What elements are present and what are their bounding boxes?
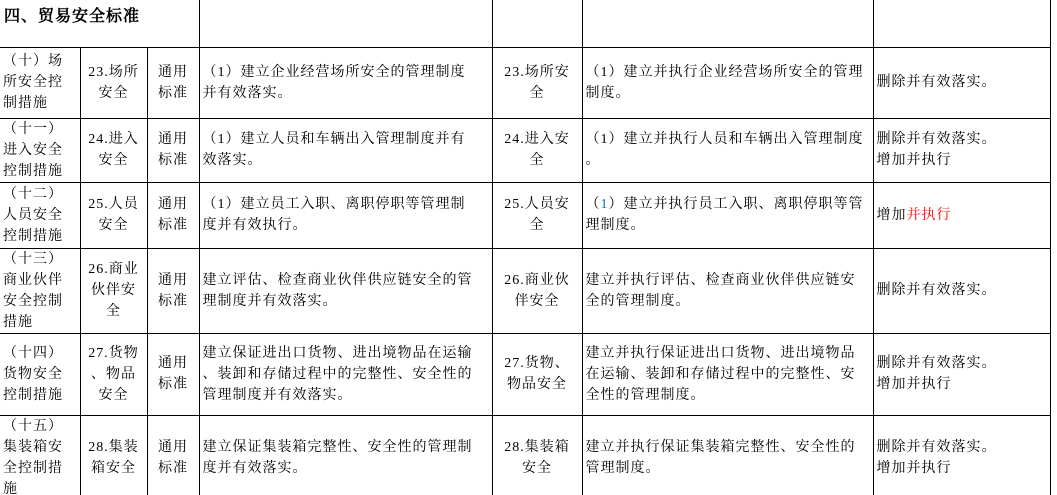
cell-category[interactable]: （十五）集装箱安全控制措施 [0, 415, 80, 495]
cell-revised-text[interactable] [582, 118, 873, 182]
empty-cell[interactable] [492, 0, 582, 47]
cell-standard-type[interactable]: 通用标准 [147, 415, 199, 495]
cell-category[interactable]: （十一）进入安全控制措施 [0, 118, 80, 182]
text-segment: 增加并执行 [876, 460, 952, 476]
text-segment: ）建立并执行员工入职、离职停职等管理制度。 [585, 197, 864, 233]
cell-item-revised[interactable]: 26.商业伙伴安全 [492, 248, 582, 333]
empty-cell[interactable] [199, 0, 492, 47]
text-segment: 删除并有效落实。 [876, 439, 997, 455]
cell-item[interactable]: 24.进入安全 [80, 118, 147, 182]
cell-item[interactable]: 27.货物、物品安全 [80, 333, 147, 415]
text-segment: 建立并执行保证进出口货物、进出境物品在运输、装卸和存储过程中的完整性、安全性的管理制度。 [585, 345, 856, 403]
cell-standard-type[interactable]: 通用标准 [147, 118, 199, 182]
cell-item[interactable]: 26.商业伙伴安全 [80, 248, 147, 333]
table-row [0, 118, 1050, 182]
cell-item[interactable]: 23.场所安全 [80, 47, 147, 118]
cell-category[interactable]: （十）场所安全控制措施 [0, 47, 80, 118]
cell-remark[interactable] [873, 248, 1050, 333]
cell-item-revised[interactable]: 23.场所安全 [492, 47, 582, 118]
cell-revised-text[interactable] [582, 415, 873, 495]
highlighted-text: 并执行 [906, 207, 952, 223]
table-row [0, 182, 1050, 248]
text-segment: 增加并执行 [876, 377, 952, 392]
cell-item[interactable]: 25.人员安全 [80, 182, 147, 248]
text-segment: 删除并有效落实。 [876, 132, 997, 147]
text-segment: （ [585, 197, 601, 212]
table-row [0, 415, 1050, 495]
empty-cell[interactable] [582, 0, 873, 47]
cell-remark[interactable] [873, 415, 1050, 495]
cell-standard-type[interactable]: 通用标准 [147, 248, 199, 333]
cell-revised-text[interactable] [582, 248, 873, 333]
text-segment: 删除并有效落实。 [876, 75, 997, 90]
cell-original-text[interactable]: （1）建立员工入职、离职停职等管理制度并有效执行。 [199, 182, 492, 248]
cell-original-text[interactable]: 建立评估、检查商业伙伴供应链安全的管理制度并有效落实。 [199, 248, 492, 333]
cell-revised-text[interactable] [582, 333, 873, 415]
text-segment: 删除并有效落实。 [876, 356, 997, 371]
cell-category[interactable]: （十三）商业伙伴安全控制措施 [0, 248, 80, 333]
cell-item-revised[interactable]: 24.进入安全 [492, 118, 582, 182]
text-segment: 建立并执行评估、检查商业伙伴供应链安全的管理制度。 [585, 272, 856, 309]
table-row [0, 333, 1050, 415]
cell-revised-text[interactable] [582, 47, 873, 118]
highlighted-text: 1 [600, 197, 609, 212]
cell-revised-text[interactable] [582, 182, 873, 248]
table-row [0, 47, 1050, 118]
text-segment: （1）建立并执行人员和车辆出入管理制度。 [585, 132, 864, 168]
section-title-row [0, 0, 1050, 47]
text-segment: 建立并执行保证集装箱完整性、安全性的管理制度。 [585, 439, 856, 476]
cell-item-revised[interactable]: 28.集装箱安全 [492, 415, 582, 495]
cell-remark[interactable] [873, 118, 1050, 182]
cell-original-text[interactable]: 建立保证进出口货物、进出境物品在运输、装卸和存储过程中的完整性、安全性的管理制度并有效落实。 [199, 333, 492, 415]
cell-remark[interactable] [873, 333, 1050, 415]
text-segment: 增加并执行 [876, 153, 952, 168]
cell-category[interactable]: （十二）人员安全控制措施 [0, 182, 80, 248]
section-title: 四、贸易安全标准 [4, 8, 141, 25]
cell-remark[interactable] [873, 182, 1050, 248]
cell-standard-type[interactable]: 通用标准 [147, 182, 199, 248]
cell-standard-type[interactable]: 通用标准 [147, 47, 199, 118]
cell-remark[interactable] [873, 47, 1050, 118]
text-segment: （1）建立并执行企业经营场所安全的管理制度。 [585, 64, 864, 101]
cell-category[interactable]: （十四）货物安全控制措施 [0, 333, 80, 415]
table-row [0, 248, 1050, 333]
cell-standard-type[interactable]: 通用标准 [147, 333, 199, 415]
cell-original-text[interactable]: （1）建立人员和车辆出入管理制度并有效落实。 [199, 118, 492, 182]
cell-item-revised[interactable]: 25.人员安全 [492, 182, 582, 248]
text-segment: 删除并有效落实。 [876, 283, 997, 298]
section-title-cell[interactable] [0, 0, 199, 47]
cell-item[interactable]: 28.集装箱安全 [80, 415, 147, 495]
empty-cell[interactable] [873, 0, 1050, 47]
cell-original-text[interactable]: 建立保证集装箱完整性、安全性的管理制度并有效落实。 [199, 415, 492, 495]
text-segment: 增加 [876, 207, 907, 223]
cell-original-text[interactable]: （1）建立企业经营场所安全的管理制度并有效落实。 [199, 47, 492, 118]
cell-item-revised[interactable]: 27.货物、物品安全 [492, 333, 582, 415]
